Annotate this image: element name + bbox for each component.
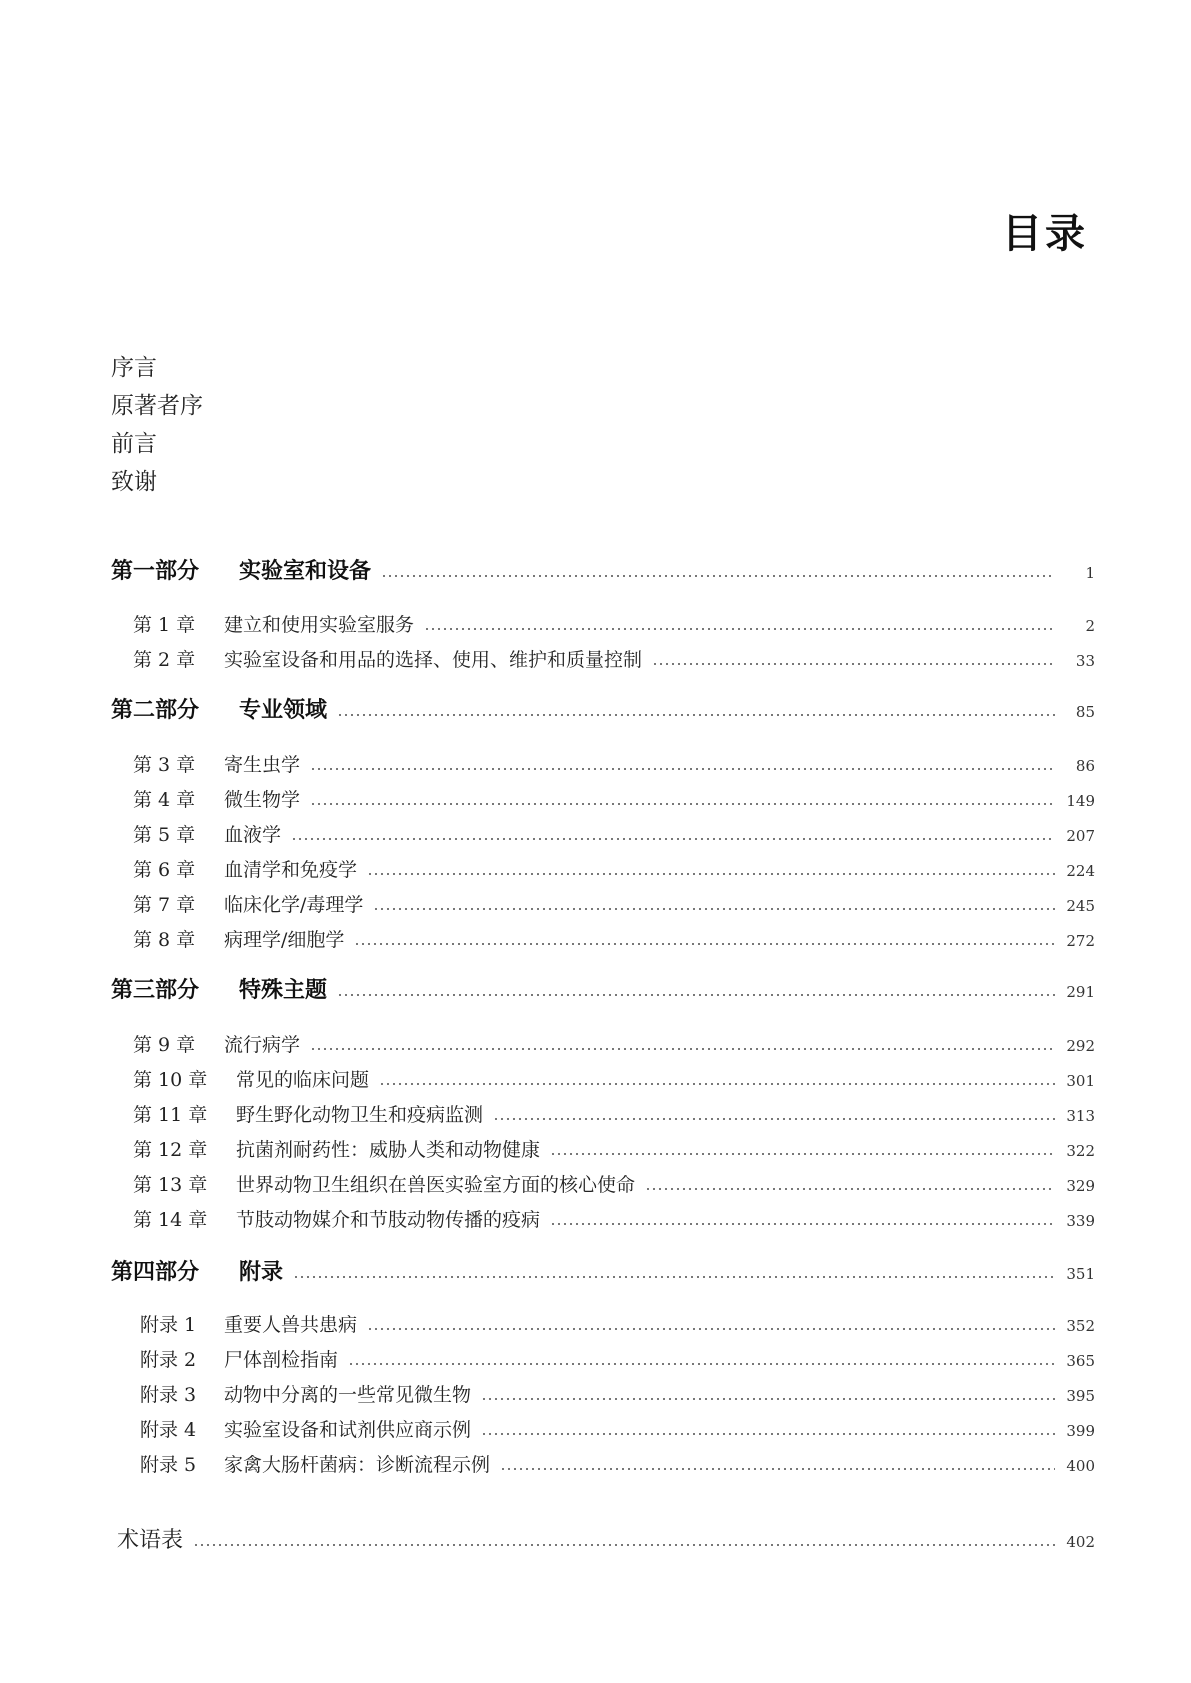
toc-chapter-11[interactable]: [133, 1100, 1095, 1130]
page-number: 85: [1075, 703, 1095, 721]
chapter-label: 第 12 章: [133, 1139, 208, 1161]
page-number: 301: [1066, 1072, 1095, 1090]
appendix-title: 重要人兽共患病: [224, 1314, 358, 1336]
dot-leader: [293, 1276, 1055, 1278]
chapter-title: 常见的临床问题: [236, 1069, 370, 1091]
chapter-title: 寄生虫学: [224, 754, 301, 776]
toc-chapter-13[interactable]: [133, 1170, 1095, 1200]
chapter-label: 第 9 章: [133, 1034, 196, 1056]
chapter-title: 流行病学: [224, 1034, 301, 1056]
part-label: 第一部分: [111, 559, 200, 584]
front-matter-foreword[interactable]: 前言: [111, 431, 157, 457]
appendix-label: 附录 4: [140, 1419, 197, 1441]
part-title: 附录: [239, 1260, 284, 1285]
part-label: 第三部分: [111, 978, 200, 1003]
page-number: 1: [1085, 564, 1095, 582]
toc-chapter-9[interactable]: [133, 1030, 1095, 1060]
appendix-title: 实验室设备和试剂供应商示例: [224, 1419, 472, 1441]
dot-leader: [337, 714, 1055, 716]
toc-appendix-4[interactable]: [140, 1415, 1095, 1445]
dot-leader: [652, 663, 1055, 665]
front-matter-author-preface[interactable]: 原著者序: [111, 393, 203, 419]
dot-leader: [348, 1363, 1055, 1365]
page-number: 339: [1066, 1212, 1095, 1230]
toc-chapter-12[interactable]: [133, 1135, 1095, 1165]
appendix-title: 家禽大肠杆菌病：诊断流程示例: [224, 1454, 491, 1476]
chapter-label: 第 10 章: [133, 1069, 208, 1091]
toc-glossary[interactable]: [117, 1524, 1095, 1558]
dot-leader: [367, 873, 1055, 875]
toc-chapter-14[interactable]: [133, 1205, 1095, 1235]
page-number: 351: [1066, 1265, 1095, 1283]
chapter-label: 第 4 章: [133, 789, 196, 811]
part-title: 专业领域: [239, 698, 328, 723]
page-number: 224: [1066, 862, 1095, 880]
dot-leader: [381, 575, 1055, 577]
toc-appendix-5[interactable]: [140, 1450, 1095, 1480]
front-matter-acknowledgements[interactable]: 致谢: [111, 469, 157, 495]
page-number: 399: [1066, 1422, 1095, 1440]
toc-part-3[interactable]: [111, 974, 1095, 1008]
dot-leader: [193, 1544, 1055, 1546]
dot-leader: [337, 994, 1055, 996]
toc-chapter-4[interactable]: [133, 785, 1095, 815]
toc-chapter-1[interactable]: [133, 610, 1095, 640]
chapter-title: 血液学: [224, 824, 282, 846]
page-number: 313: [1066, 1107, 1095, 1125]
toc-chapter-5[interactable]: [133, 820, 1095, 850]
page-number: 322: [1066, 1142, 1095, 1160]
chapter-label: 第 6 章: [133, 859, 196, 881]
page-number: 292: [1066, 1037, 1095, 1055]
dot-leader: [310, 1048, 1055, 1050]
chapter-label: 第 5 章: [133, 824, 196, 846]
chapter-title: 抗菌剂耐药性：威胁人类和动物健康: [236, 1139, 541, 1161]
chapter-title: 节肢动物媒介和节肢动物传播的疫病: [236, 1209, 541, 1231]
page-number: 329: [1066, 1177, 1095, 1195]
toc-appendix-2[interactable]: [140, 1345, 1095, 1375]
page-number: 86: [1075, 757, 1095, 775]
toc-chapter-3[interactable]: [133, 750, 1095, 780]
part-label: 第四部分: [111, 1260, 200, 1285]
chapter-title: 临床化学/毒理学: [224, 894, 364, 916]
page-number: 33: [1075, 652, 1095, 670]
toc-appendix-3[interactable]: [140, 1380, 1095, 1410]
front-matter-preface[interactable]: 序言: [111, 355, 157, 381]
chapter-title: 病理学/细胞学: [224, 929, 345, 951]
dot-leader: [310, 803, 1055, 805]
page-title: 目录: [1002, 211, 1088, 257]
chapter-title: 实验室设备和用品的选择、使用、维护和质量控制: [224, 649, 643, 671]
page-number: 395: [1066, 1387, 1095, 1405]
chapter-title: 建立和使用实验室服务: [224, 614, 415, 636]
toc-chapter-2[interactable]: [133, 645, 1095, 675]
dot-leader: [481, 1398, 1055, 1400]
dot-leader: [367, 1328, 1055, 1330]
page-number: 352: [1066, 1317, 1095, 1335]
page-number: 402: [1066, 1533, 1095, 1551]
chapter-label: 第 8 章: [133, 929, 196, 951]
page-number: 365: [1066, 1352, 1095, 1370]
dot-leader: [645, 1188, 1055, 1190]
appendix-title: 尸体剖检指南: [224, 1349, 339, 1371]
toc-part-2[interactable]: [111, 694, 1095, 728]
chapter-label: 第 7 章: [133, 894, 196, 916]
dot-leader: [373, 908, 1055, 910]
dot-leader: [550, 1223, 1055, 1225]
appendix-title: 动物中分离的一些常见微生物: [224, 1384, 472, 1406]
chapter-title: 微生物学: [224, 789, 301, 811]
toc-chapter-6[interactable]: [133, 855, 1095, 885]
page-number: 149: [1066, 792, 1095, 810]
page-number: 272: [1066, 932, 1095, 950]
chapter-title: 世界动物卫生组织在兽医实验室方面的核心使命: [236, 1174, 636, 1196]
dot-leader: [424, 628, 1055, 630]
toc-chapter-8[interactable]: [133, 925, 1095, 955]
part-title: 特殊主题: [239, 978, 328, 1003]
appendix-label: 附录 3: [140, 1384, 197, 1406]
page-number: 207: [1066, 827, 1095, 845]
front-matter-list: [111, 349, 203, 501]
appendix-label: 附录 1: [140, 1314, 197, 1336]
chapter-label: 第 11 章: [133, 1104, 208, 1126]
page-number: 245: [1066, 897, 1095, 915]
chapter-label: 第 3 章: [133, 754, 196, 776]
chapter-title: 野生野化动物卫生和疫病监测: [236, 1104, 484, 1126]
appendix-label: 附录 2: [140, 1349, 197, 1371]
dot-leader: [291, 838, 1055, 840]
toc-chapter-7[interactable]: [133, 890, 1095, 920]
part-label: 第二部分: [111, 698, 200, 723]
page-number: 400: [1066, 1457, 1095, 1475]
dot-leader: [354, 943, 1055, 945]
dot-leader: [481, 1433, 1055, 1435]
page-number: 291: [1066, 983, 1095, 1001]
toc-chapter-10[interactable]: [133, 1065, 1095, 1095]
toc-part-1[interactable]: [111, 555, 1095, 589]
chapter-label: 第 14 章: [133, 1209, 208, 1231]
part-title: 实验室和设备: [239, 559, 372, 584]
page-number: 2: [1085, 617, 1095, 635]
toc-part-4[interactable]: [111, 1256, 1095, 1290]
dot-leader: [500, 1468, 1055, 1470]
chapter-title: 血清学和免疫学: [224, 859, 358, 881]
chapter-label: 第 13 章: [133, 1174, 208, 1196]
toc-appendix-1[interactable]: [140, 1310, 1095, 1340]
dot-leader: [379, 1083, 1055, 1085]
dot-leader: [493, 1118, 1055, 1120]
glossary-title: 术语表: [117, 1528, 184, 1553]
dot-leader: [550, 1153, 1055, 1155]
chapter-label: 第 2 章: [133, 649, 196, 671]
appendix-label: 附录 5: [140, 1454, 197, 1476]
dot-leader: [310, 768, 1055, 770]
chapter-label: 第 1 章: [133, 614, 196, 636]
